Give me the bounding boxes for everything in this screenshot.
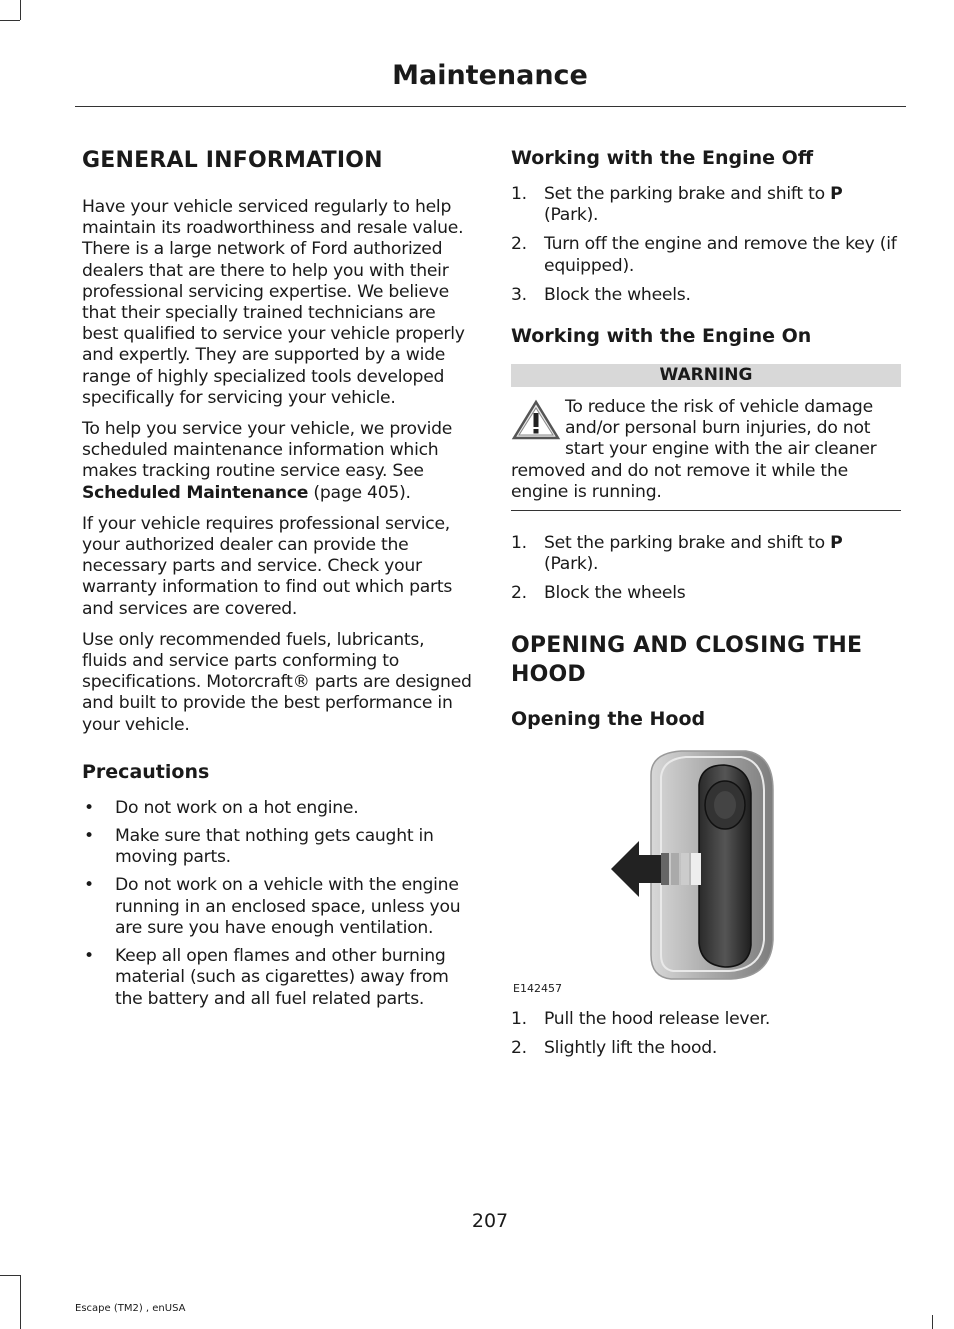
- step-text: Set the parking brake and shift to: [544, 184, 831, 204]
- list-item: [82, 946, 472, 1010]
- right-column: [511, 146, 901, 1073]
- opening-hood-heading: Opening the Hood: [511, 707, 706, 730]
- hood-release-lever-illustration: [511, 745, 901, 995]
- step-number: 3.: [511, 284, 527, 305]
- page-title: Maintenance: [392, 60, 588, 91]
- page-number: 207: [471, 1210, 509, 1232]
- list-item-text: Make sure that nothing gets caught in moving parts.: [115, 826, 434, 868]
- step-number: 1.: [511, 533, 527, 554]
- paragraph-recommended-fuels: Use only recommended fuels, lubricants, fluids and service parts conforming to specifications. Motorcraft® parts are designed and built to provide the best performance in your vehicle.: [82, 629, 472, 735]
- step-text: Turn off the engine and remove the key (if equipped).: [544, 234, 897, 276]
- step-text: Block the wheels: [544, 583, 686, 604]
- step-bold: P: [830, 533, 843, 554]
- step-text: Slightly lift the hood.: [544, 1037, 718, 1058]
- list-item: [511, 1009, 901, 1030]
- page-reference: (page 405).: [308, 482, 411, 503]
- scheduled-maintenance-link[interactable]: Scheduled Maintenance: [82, 482, 309, 503]
- step-text: Block the wheels.: [544, 284, 691, 305]
- warning-text: To reduce the risk of vehicle damage and/or personal burn injuries, do not start your engine with the air cleaner removed and do not remove it while the engine is running.: [511, 397, 877, 502]
- bullet: •: [84, 875, 94, 896]
- figure-code: E142457: [513, 981, 562, 995]
- step-text-after: (Park).: [544, 554, 599, 575]
- step-number: 1.: [511, 1008, 527, 1029]
- hood-release-figure: [511, 745, 901, 995]
- list-item: [82, 875, 472, 939]
- warning-triangle-icon: [511, 399, 561, 441]
- step-text: Set the parking brake and shift to: [544, 533, 831, 554]
- general-information-heading: GENERAL INFORMATION: [82, 148, 383, 173]
- left-column: [82, 146, 472, 1017]
- list-item: [511, 184, 901, 226]
- list-item-text: Do not work on a vehicle with the engine running in an enclosed space, unless you are sure you have enough ventilation.: [115, 875, 461, 938]
- step-number: 2.: [511, 583, 527, 604]
- step-number: 2.: [511, 234, 527, 255]
- step-number: 1.: [511, 184, 527, 204]
- precautions-heading: Precautions: [82, 760, 210, 783]
- footer-text: Escape (TM2) , enUSA: [75, 1303, 186, 1314]
- step-number: 2.: [511, 1037, 527, 1058]
- list-item: [82, 826, 472, 868]
- crop-mark: [932, 1315, 933, 1329]
- step-bold: P: [830, 184, 843, 204]
- crop-mark: [20, 0, 21, 20]
- list-item: [511, 1038, 901, 1059]
- header-divider: [75, 106, 906, 107]
- engine-off-heading: Working with the Engine Off: [511, 147, 814, 169]
- crop-mark: [0, 20, 20, 21]
- step-text: Pull the hood release lever.: [544, 1008, 771, 1029]
- paragraph-professional-service: If your vehicle requires professional service, your authorized dealer can provide the necessary parts and service. Check your warranty information to find out which parts and services are covered.: [82, 513, 453, 619]
- list-item: [511, 533, 901, 575]
- list-item-text: Do not work on a hot engine.: [115, 797, 359, 818]
- list-item: [511, 234, 901, 276]
- list-item-text: Keep all open flames and other burning material (such as cigarettes) away from the battery and all fuel related parts.: [115, 946, 449, 1009]
- bullet: •: [84, 797, 94, 818]
- hood-steps: [511, 1009, 901, 1059]
- bullet: •: [84, 826, 94, 847]
- list-item: [82, 798, 472, 819]
- step-text-after: (Park).: [544, 205, 599, 226]
- engine-off-steps: [511, 184, 901, 306]
- opening-closing-hood-heading: OPENING AND CLOSING THE HOOD: [511, 632, 863, 687]
- warning-box: [511, 397, 901, 511]
- list-item: [511, 285, 901, 306]
- warning-label: WARNING: [511, 364, 901, 387]
- crop-mark: [20, 1275, 21, 1329]
- list-item: [511, 583, 901, 604]
- precautions-list: [82, 798, 472, 1010]
- paragraph-scheduled-maintenance: [82, 419, 472, 504]
- paragraph-text: To help you service your vehicle, we provide scheduled maintenance information which makes tracking routine service easy. See: [82, 419, 453, 482]
- bullet: •: [84, 946, 94, 967]
- paragraph-service-regularly: Have your vehicle serviced regularly to help maintain its roadworthiness and resale value. There is a large network of Ford authorized dealers that are there to help you with their professional servicing expertise. We believe that their specially trained technicians are best qualified to service your vehicle properly and expertly. They are supported by a wide range of highly specialized tools developed specifically for servicing your vehicle.: [82, 197, 465, 408]
- crop-mark: [0, 1275, 20, 1276]
- engine-on-steps: [511, 533, 901, 605]
- engine-on-heading: Working with the Engine On: [511, 325, 812, 348]
